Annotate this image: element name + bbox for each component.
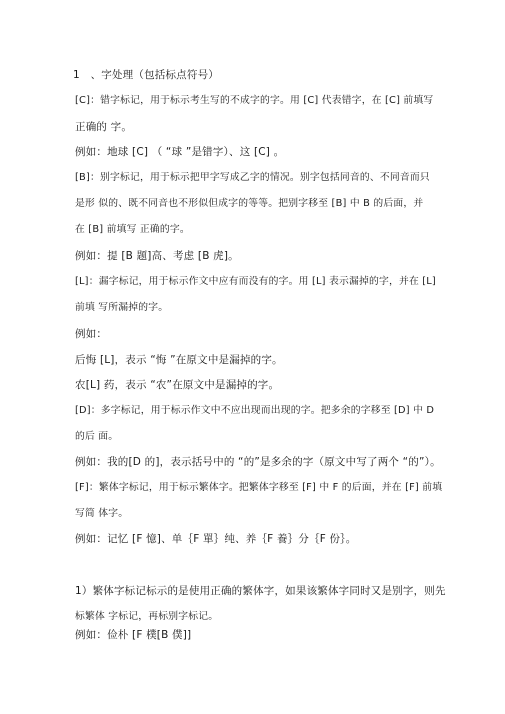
paragraph-line: 正确的 字。	[75, 121, 133, 133]
example-line: 例如：提 [B 题]高、考虑 [B 虎]。	[75, 250, 239, 262]
example-line: 后悔 [L]，表示 “悔 ”在原文中是漏掉的字。	[75, 354, 283, 366]
note-line: 标繁体 字标记，再标别字标记。	[75, 611, 219, 622]
section-heading: 1 、字处理（包括标点符号）	[73, 69, 219, 81]
example-line: 例如：	[75, 328, 108, 340]
example-line: 例如：地球 [C] （ “球 ”是错字）、这 [C] 。	[75, 146, 285, 158]
paragraph-line: [F]：繁体字标记，用于标示繁体字。把繁体字移至 [F] 中 F 的后面，并在 [F] 前填	[75, 482, 443, 493]
paragraph-line: [C]：错字标记，用于标示考生写的不成字的字。用 [C] 代表错字，在 [C] 前填写	[75, 95, 434, 106]
paragraph-line: [L]：漏字标记，用于标示作文中应有而没有的字。用 [L] 表示漏掉的字，并在 [L]	[75, 276, 436, 287]
example-line: 农[L] 药，表示 “农”在原文中是漏掉的字。	[75, 379, 280, 391]
example-line: 例如：记忆 [F 憶]、单｛F 單｝纯、养｛F 養｝分｛F 份｝。	[75, 533, 357, 545]
paragraph-line: 的后 面。	[75, 431, 119, 442]
paragraph-line: 前填 写所漏掉的字。	[75, 302, 169, 313]
paragraph-line: [D]：多字标记，用于标示作文中不应出现而出现的字。把多余的字移至 [D] 中 D	[75, 405, 435, 416]
example-line: 例如：俭朴 [F 樸[B 僕]]	[75, 629, 192, 641]
paragraph-line: [B]：别字标记，用于标示把甲字写成乙字的情况。别字包括同音的、不同音而只	[75, 172, 430, 183]
paragraph-line: 写简 体字。	[75, 508, 129, 519]
example-line: 例如：我的[D 的]，表示括号中的 “的”是多余的字（原文中写了两个 “的”）。	[75, 456, 441, 468]
paragraph-line: 在 [B] 前填写 正确的字。	[75, 224, 190, 235]
note-line: 1）繁体字标记标示的是使用正确的繁体字，如果该繁体字同时又是别字，则先	[75, 585, 446, 597]
paragraph-line: 是形 似的、既不同音也不形似但成字的等等。把别字移至 [B] 中 B 的后面，并	[75, 198, 424, 209]
